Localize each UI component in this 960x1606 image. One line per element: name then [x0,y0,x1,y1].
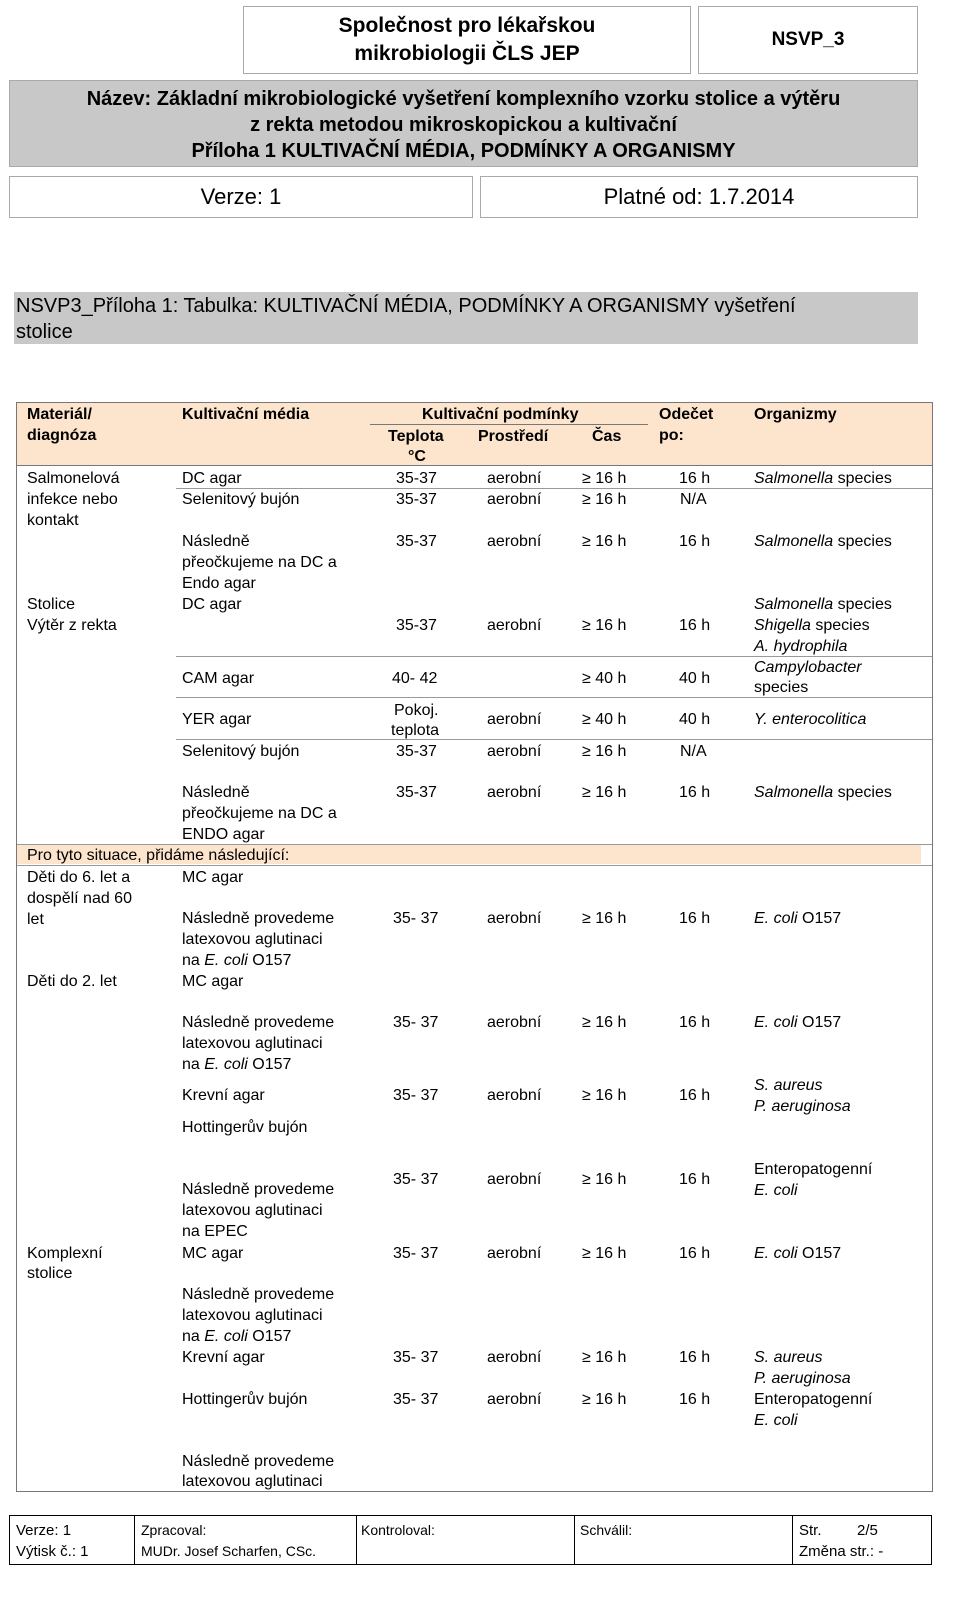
organism-species: species [833,533,892,550]
media-krevni: Krevní agar [182,1087,265,1104]
ecoli-label: E. coli [204,952,248,969]
footer-checked-label: Kontroloval: [361,1522,435,1538]
organism-enteropatogenni: Enteropatogenní [754,1161,873,1178]
material-kids6-2: dospělí nad 60 [27,890,132,907]
footer-divider [356,1515,357,1565]
organism-genus: Salmonella [754,784,834,801]
footer-change: Změna str.: - [799,1543,884,1560]
env-value: aerobní [487,1014,542,1031]
media-latex: latexovou aglutinaci [182,931,323,948]
media-latex: latexovou aglutinaci [182,1307,323,1324]
organism-salmonella [754,594,892,615]
section-title-line1: NSVP3_Příloha 1: Tabulka: KULTIVAČNÍ MÉDIA, PODMÍNKY A ORGANISMY vyšetření [16,295,796,317]
media-latex: latexovou aglutinaci [182,1202,323,1219]
temp-value: 35- 37 [393,910,439,927]
situation-note: Pro tyto situace, přidáme následující: [27,847,290,864]
env-value: aerobní [487,1245,542,1262]
organism-genus: Salmonella [754,533,834,550]
env-value: aerobní [487,1087,542,1104]
organism-y-enterocolitica: Y. enterocolitica [754,711,867,728]
env-value: aerobní [487,910,542,927]
media-na-epec: na EPEC [182,1223,248,1240]
organism-salmonella [754,468,892,489]
media-selenit: Selenitový bujón [182,491,300,508]
time-value: ≥ 16 h [582,1245,627,1262]
footer-approved-label: Schválil: [580,1522,633,1538]
section-title [16,293,916,345]
temp-teplota: teplota [391,722,440,739]
media-na-ecoli [182,1054,291,1075]
organism-genus: Salmonella [754,470,834,487]
media-yer-agar: YER agar [182,711,252,728]
read-value: 16 h [679,533,711,550]
organism-ecoli-o157 [754,1243,841,1264]
read-value: 16 h [679,1245,711,1262]
media-preockujeme: přeočkujeme na DC a [182,554,337,571]
media-nasl-provedeme: Následně provedeme [182,1181,335,1198]
header-valid-from: Platné od: 1.7.2014 [603,184,795,209]
organism-salmonella [754,531,892,552]
organism-s-aureus: S. aureus [754,1349,823,1366]
ecoli-label: E. coli [204,1056,248,1073]
footer-print: Výtisk č.: 1 [16,1543,89,1560]
time-value: ≥ 16 h [582,1349,627,1366]
temp-value: 35-37 [396,491,437,508]
read-value: 16 h [679,910,711,927]
env-value: aerobní [487,1391,542,1408]
organism-shigella [754,615,870,636]
ecoli-label: E. coli [754,910,798,927]
ecoli-label: E. coli [754,1245,798,1262]
media-mc-agar: MC agar [182,869,244,886]
th-conditions: Kultivační podmínky [422,406,579,423]
th-material-1: Materiál/ [27,406,92,423]
media-selenit: Selenitový bujón [182,743,300,760]
media-latex: latexovou aglutinaci [182,1035,323,1052]
header-society-line1: Společnost pro lékařskou [338,14,596,37]
read-value: 16 h [679,617,711,634]
ecoli-label: E. coli [204,1328,248,1345]
read-value: 40 h [679,670,711,687]
read-value: 16 h [679,1391,711,1408]
material-stolice-2: Výtěr z rekta [27,617,117,634]
temp-value: 35- 37 [393,1391,439,1408]
media-hotting: Hottingerův bujón [182,1391,308,1408]
o157-label: O157 [247,1056,292,1073]
env-value: aerobní [487,617,542,634]
organism-species: species [754,679,809,696]
time-value: ≥ 16 h [582,1391,627,1408]
organism-e-coli: E. coli [754,1182,798,1199]
temp-value: 35-37 [396,533,437,550]
env-value: aerobní [487,1171,542,1188]
time-value: ≥ 16 h [582,533,627,550]
env-value: aerobní [487,470,542,487]
time-value: ≥ 16 h [582,1014,627,1031]
organism-p-aeruginosa: P. aeruginosa [754,1370,851,1387]
na-label: na [182,1328,205,1345]
organism-species: species [833,784,892,801]
temp-value: 35- 37 [393,1014,439,1031]
o157-label: O157 [797,910,842,927]
media-na-ecoli [182,1326,291,1347]
na-label: na [182,952,205,969]
header-society-line2: mikrobiologii ČLS JEP [354,42,580,65]
media-nasledne: Následně [182,784,250,801]
organism-species: species [833,470,892,487]
media-hotting: Hottingerův bujón [182,1119,308,1136]
temp-value: 35- 37 [393,1245,439,1262]
read-value: 16 h [679,1087,711,1104]
th-temp: Teplota [388,428,444,445]
media-endo-caps: ENDO agar [182,826,265,843]
na-label: na [182,1056,205,1073]
media-dc-agar: DC agar [182,470,242,487]
material-salmonela-2: infekce nebo [27,491,118,508]
read-value: N/A [680,491,707,508]
footer-author: MUDr. Josef Scharfen, CSc. [141,1543,317,1559]
env-value: aerobní [487,1349,542,1366]
time-value: ≥ 16 h [582,1171,627,1188]
organism-campylobacter: Campylobacter [754,659,862,676]
th-material-2: diagnóza [27,427,97,444]
footer-page-label: Str. [799,1522,822,1539]
organism-ecoli-o157 [754,908,841,929]
media-nasl-provedeme: Následně provedeme [182,1286,335,1303]
temp-value: 40- 42 [392,670,438,687]
table-frame [16,402,933,1492]
material-salmonela-3: kontakt [27,512,79,529]
read-value: 16 h [679,470,711,487]
media-mc-agar: MC agar [182,1245,244,1262]
media-cam-agar: CAM agar [182,670,255,687]
o157-label: O157 [247,1328,292,1345]
env-value: aerobní [487,711,542,728]
media-dc-agar: DC agar [182,596,242,613]
temp-value: 35-37 [396,617,437,634]
organism-species: species [833,596,892,613]
organism-a-hydrophila: A. hydrophila [754,638,848,655]
read-value: N/A [680,743,707,760]
material-salmonela-1: Salmonelová [27,470,120,487]
footer-divider [792,1515,793,1565]
time-value: ≥ 16 h [582,491,627,508]
th-read-1: Odečet [659,406,714,423]
media-krevni: Krevní agar [182,1349,265,1366]
temp-value: 35-37 [396,470,437,487]
media-preockujeme: přeočkujeme na DC a [182,805,337,822]
time-value: ≥ 16 h [582,784,627,801]
header-society [243,12,691,68]
organism-s-aureus: S. aureus [754,1077,823,1094]
read-value: 16 h [679,1014,711,1031]
organism-species: species [810,617,870,634]
media-na-ecoli [182,950,291,971]
read-value: 16 h [679,1171,711,1188]
env-value: aerobní [487,491,542,508]
footer-version: Verze: 1 [16,1522,72,1539]
footer-processed-label: Zpracoval: [141,1522,207,1538]
time-value: ≥ 16 h [582,910,627,927]
read-value: 16 h [679,784,711,801]
env-value: aerobní [487,784,542,801]
header-name-line2: z rekta metodou mikroskopickou a kultivační [250,114,677,136]
material-kids2: Děti do 2. let [27,973,117,990]
time-value: ≥ 40 h [582,670,627,687]
section-title-line2: stolice [16,321,73,343]
media-nasl-provedeme: Následně provedeme [182,1453,335,1470]
footer-divider [574,1515,575,1565]
time-value: ≥ 16 h [582,743,627,760]
header-name-line3: Příloha 1 KULTIVAČNÍ MÉDIA, PODMÍNKY A ORGANISMY [191,140,736,162]
env-value: aerobní [487,743,542,760]
media-latex: latexovou aglutinaci [182,1473,323,1490]
media-endo: Endo agar [182,575,256,592]
media-mc-agar: MC agar [182,973,244,990]
time-value: ≥ 16 h [582,470,627,487]
organism-genus: Salmonella [754,596,834,613]
th-env: Prostředí [478,428,549,445]
read-value: 16 h [679,1349,711,1366]
th-organisms: Organizmy [754,406,837,423]
time-value: ≥ 16 h [582,1087,627,1104]
organism-salmonella [754,782,892,803]
temp-value: 35- 37 [393,1087,439,1104]
th-time: Čas [592,428,622,445]
temp-value: 35- 37 [393,1171,439,1188]
material-stolice-1: Stolice [27,596,76,613]
th-temp-unit: °C [408,448,426,465]
o157-label: O157 [797,1014,842,1031]
time-value: ≥ 16 h [582,617,627,634]
th-read-2: po: [659,427,684,444]
footer-divider [134,1515,135,1565]
th-media: Kultivační média [182,406,310,423]
th-conditions-underline [370,424,648,425]
ecoli-label: E. coli [754,1014,798,1031]
time-value: ≥ 40 h [582,711,627,728]
temp-value: 35- 37 [393,1349,439,1366]
organism-enteropatogenni: Enteropatogenní [754,1391,873,1408]
material-komplex-2: stolice [27,1265,73,1282]
header-name-line1: Název: Základní mikrobiologické vyšetření komplexního vzorku stolice a výtěru [86,88,841,110]
material-komplex-1: Komplexní [27,1245,103,1262]
header-name [9,86,918,164]
organism-ecoli-o157 [754,1012,841,1033]
material-kids6-3: let [27,911,44,928]
header-code: NSVP_3 [771,29,845,50]
organism-e-coli: E. coli [754,1412,798,1429]
temp-value: 35-37 [396,784,437,801]
row-line [176,739,932,740]
env-value: aerobní [487,533,542,550]
temp-value: 35-37 [396,743,437,760]
organism-genus: Shigella [754,617,811,634]
organism-p-aeruginosa: P. aeruginosa [754,1098,851,1115]
temp-pokoj: Pokoj. [394,702,439,719]
header-version: Verze: 1 [200,184,282,209]
media-nasl-provedeme: Následně provedeme [182,1014,335,1031]
row-line [176,697,932,698]
o157-label: O157 [797,1245,842,1262]
read-value: 40 h [679,711,711,728]
media-nasledne: Následně [182,533,250,550]
material-kids6-1: Děti do 6. let a [27,869,131,886]
media-nasl-provedeme: Následně provedeme [182,910,335,927]
o157-label: O157 [247,952,292,969]
footer-page: 2/5 [857,1522,878,1539]
